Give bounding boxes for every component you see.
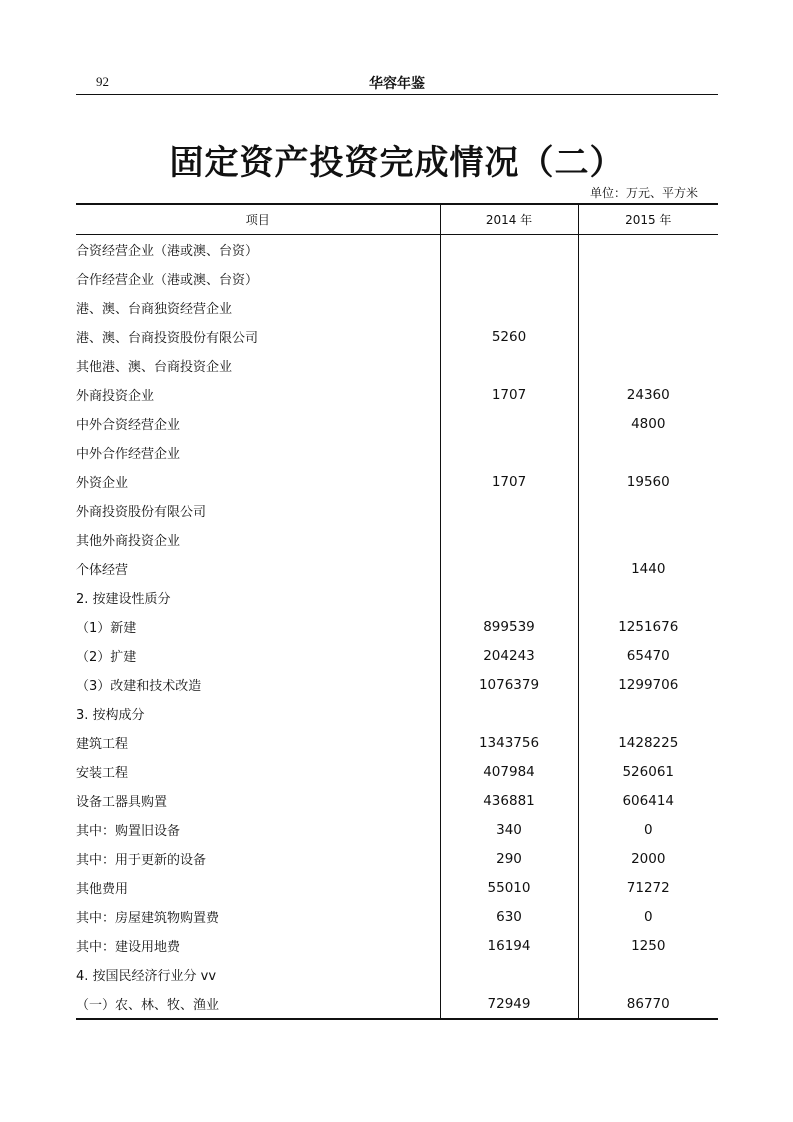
value-2015 bbox=[578, 235, 718, 265]
value-2015: 65470 bbox=[626, 647, 670, 664]
row-item-label: （3）改建和技术改造 bbox=[76, 670, 440, 699]
value-2015 bbox=[578, 583, 718, 612]
row-item-label: 外资企业 bbox=[76, 467, 440, 496]
row-item-label: 设备工器具购置 bbox=[76, 786, 440, 815]
table-row bbox=[76, 380, 718, 409]
investment-table bbox=[76, 203, 718, 1020]
value-2015 bbox=[578, 351, 718, 380]
page-title: 固定资产投资完成情况（二） bbox=[169, 143, 625, 183]
value-2015: 71272 bbox=[626, 879, 670, 896]
table-row bbox=[76, 989, 718, 1019]
table-row bbox=[76, 931, 718, 960]
row-item-label: 港、澳、台商独资经营企业 bbox=[76, 293, 440, 322]
table-header-row bbox=[76, 204, 718, 235]
row-item-label: 港、澳、台商投资股份有限公司 bbox=[76, 322, 440, 351]
value-2015: 1250 bbox=[631, 937, 666, 954]
row-item-label: 其他费用 bbox=[76, 873, 440, 902]
value-2014 bbox=[440, 554, 578, 583]
table-row bbox=[76, 583, 718, 612]
table-row bbox=[76, 264, 718, 293]
table-row bbox=[76, 554, 718, 583]
column-header-2014: 2014 年 bbox=[440, 204, 578, 235]
value-2015: 1251676 bbox=[618, 618, 679, 635]
table-row bbox=[76, 757, 718, 786]
value-2014: 72949 bbox=[440, 989, 578, 1019]
value-2014: 55010 bbox=[440, 873, 578, 902]
row-item-label: 建筑工程 bbox=[76, 728, 440, 757]
row-item-label: 3. 按构成分 bbox=[76, 699, 440, 728]
value-2014 bbox=[440, 409, 578, 438]
book-title: 华容年鉴 bbox=[369, 76, 425, 92]
value-2015: 0 bbox=[643, 908, 653, 925]
value-2015: 1428225 bbox=[618, 734, 679, 751]
value-2014: 290 bbox=[440, 844, 578, 873]
row-item-label: 其中：建设用地费 bbox=[76, 931, 440, 960]
row-item-label: 其中：用于更新的设备 bbox=[76, 844, 440, 873]
value-2014 bbox=[440, 351, 578, 380]
value-2015: 0 bbox=[643, 821, 653, 838]
table-row bbox=[76, 728, 718, 757]
table-row bbox=[76, 467, 718, 496]
value-2014 bbox=[440, 438, 578, 467]
page-number: 92 bbox=[96, 74, 109, 89]
row-item-label: 安装工程 bbox=[76, 757, 440, 786]
value-2014: 5260 bbox=[440, 322, 578, 351]
value-2014: 436881 bbox=[440, 786, 578, 815]
value-2015 bbox=[578, 293, 718, 322]
row-item-label: 中外合作经营企业 bbox=[76, 438, 440, 467]
value-2015 bbox=[578, 264, 718, 293]
running-header bbox=[76, 70, 718, 95]
value-2014: 1343756 bbox=[440, 728, 578, 757]
value-2015: 86770 bbox=[626, 995, 670, 1012]
value-2015: 24360 bbox=[626, 386, 670, 403]
value-2014 bbox=[440, 264, 578, 293]
column-header-2015: 2015 年 bbox=[578, 204, 718, 235]
row-item-label: 其中：房屋建筑物购置费 bbox=[76, 902, 440, 931]
value-2014 bbox=[440, 960, 578, 989]
unit-note: 单位：万元、平方米 bbox=[589, 186, 698, 200]
table-body bbox=[76, 235, 718, 1020]
row-item-label: 4. 按国民经济行业分 vv bbox=[76, 960, 440, 989]
row-item-label: 2. 按建设性质分 bbox=[76, 583, 440, 612]
table-row bbox=[76, 409, 718, 438]
value-2014: 1076379 bbox=[440, 670, 578, 699]
value-2015: 1440 bbox=[631, 560, 666, 577]
row-item-label: （2）扩建 bbox=[76, 641, 440, 670]
table-row bbox=[76, 293, 718, 322]
value-2014 bbox=[440, 583, 578, 612]
table-row bbox=[76, 844, 718, 873]
value-2014 bbox=[440, 525, 578, 554]
value-2015: 4800 bbox=[631, 415, 666, 432]
table-row bbox=[76, 351, 718, 380]
value-2015 bbox=[578, 496, 718, 525]
table-row bbox=[76, 960, 718, 989]
value-2015: 2000 bbox=[631, 850, 666, 867]
value-2015 bbox=[578, 438, 718, 467]
table-row bbox=[76, 873, 718, 902]
row-item-label: 外商投资股份有限公司 bbox=[76, 496, 440, 525]
value-2015: 526061 bbox=[622, 763, 675, 780]
table-row bbox=[76, 525, 718, 554]
row-item-label: （1）新建 bbox=[76, 612, 440, 641]
table-row bbox=[76, 786, 718, 815]
value-2015: 606414 bbox=[622, 792, 675, 809]
table-row bbox=[76, 612, 718, 641]
value-2015 bbox=[578, 699, 718, 728]
table-row bbox=[76, 438, 718, 467]
table-row bbox=[76, 496, 718, 525]
value-2014: 630 bbox=[440, 902, 578, 931]
table-row bbox=[76, 902, 718, 931]
value-2014: 1707 bbox=[440, 380, 578, 409]
table-row bbox=[76, 235, 718, 265]
value-2015: 19560 bbox=[626, 473, 670, 490]
value-2014 bbox=[440, 699, 578, 728]
table-row bbox=[76, 699, 718, 728]
value-2015 bbox=[578, 960, 718, 989]
value-2014: 16194 bbox=[440, 931, 578, 960]
row-item-label: 个体经营 bbox=[76, 554, 440, 583]
value-2014 bbox=[440, 235, 578, 265]
table-row bbox=[76, 322, 718, 351]
table-row bbox=[76, 641, 718, 670]
row-item-label: 其中：购置旧设备 bbox=[76, 815, 440, 844]
value-2014 bbox=[440, 293, 578, 322]
row-item-label: 合资经营企业（港或澳、台资） bbox=[76, 235, 440, 265]
table-row bbox=[76, 670, 718, 699]
row-item-label: 中外合资经营企业 bbox=[76, 409, 440, 438]
value-2014: 204243 bbox=[440, 641, 578, 670]
value-2014 bbox=[440, 496, 578, 525]
value-2014: 340 bbox=[440, 815, 578, 844]
row-item-label: （一）农、林、牧、渔业 bbox=[76, 989, 440, 1019]
row-item-label: 其他外商投资企业 bbox=[76, 525, 440, 554]
value-2015: 1299706 bbox=[618, 676, 679, 693]
table-row bbox=[76, 815, 718, 844]
value-2014: 407984 bbox=[440, 757, 578, 786]
row-item-label: 合作经营企业（港或澳、台资） bbox=[76, 264, 440, 293]
row-item-label: 其他港、澳、台商投资企业 bbox=[76, 351, 440, 380]
value-2015 bbox=[578, 322, 718, 351]
value-2014: 1707 bbox=[440, 467, 578, 496]
column-header-item: 项目 bbox=[76, 204, 440, 235]
row-item-label: 外商投资企业 bbox=[76, 380, 440, 409]
value-2014: 899539 bbox=[440, 612, 578, 641]
value-2015 bbox=[578, 525, 718, 554]
